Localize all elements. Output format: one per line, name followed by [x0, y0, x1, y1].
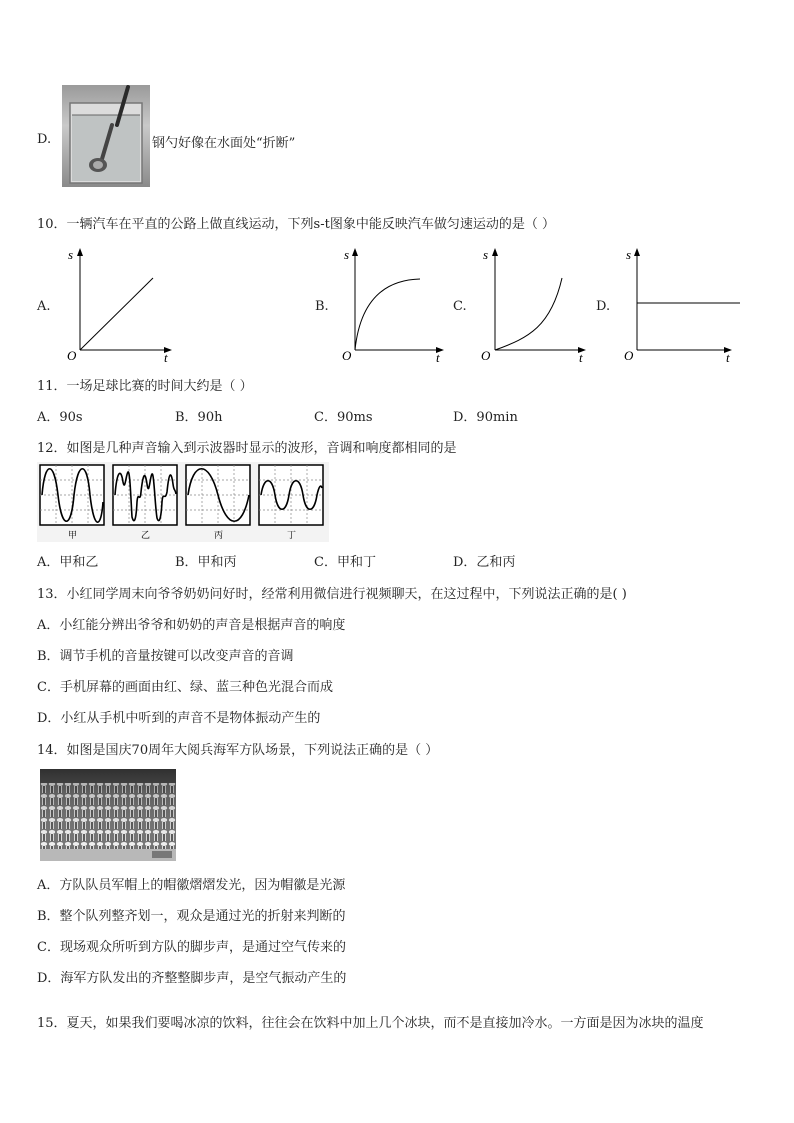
q13-option-a: A．小红能分辨出爷爷和奶奶的声音是根据声音的响度 — [37, 618, 346, 633]
q10-b-t-label: t — [436, 350, 440, 365]
q10-a-origin: O — [67, 348, 77, 363]
q14-stem: 14．如图是国庆70周年大阅兵海军方队场景，下列说法正确的是（ ） — [37, 743, 439, 758]
q10-c-t-label: t — [579, 350, 583, 365]
q12-option-b: B．甲和丙 — [175, 555, 237, 570]
q10-stem: 10．一辆汽车在平直的公路上做直线运动，下列s-t图象中能反映汽车做匀速运动的是（ ） — [37, 217, 555, 232]
q11-option-c: C．90ms — [314, 410, 373, 425]
q10-graph-b — [338, 242, 453, 367]
q10-b-curve — [355, 279, 420, 350]
oscilloscope-waveforms — [37, 462, 329, 542]
q10-a-s-label: s — [68, 247, 74, 262]
q10-d-s-label: s — [626, 247, 632, 262]
q10-c-curve — [495, 278, 562, 350]
wave-label-ding: 丁 — [287, 530, 297, 540]
q13-option-b: B．调节手机的音量按键可以改变声音的音调 — [37, 649, 294, 664]
q10-graph-c — [477, 242, 592, 367]
q14-option-d: D．海军方队发出的齐整整脚步声，是空气振动产生的 — [37, 971, 347, 986]
q10-a-t-label: t — [164, 350, 168, 365]
q10-a-line — [80, 278, 153, 350]
q9-option-d-letter: D. — [37, 132, 52, 147]
q15-stem: 15．夏天，如果我们要喝冰凉的饮料，往往会在饮料中加上几个冰块，而不是直接加冷水。一方面是因为冰块的温度 — [37, 1016, 704, 1031]
q13-option-d: D．小红从手机中听到的声音不是物体振动产生的 — [37, 711, 321, 726]
q10-c-origin: O — [481, 348, 491, 363]
q13-stem: 13．小红同学周末向爷爷奶奶问好时，经常利用微信进行视频聊天，在这过程中，下列说法正确的是( ) — [37, 587, 627, 602]
q10-d-origin: O — [624, 348, 634, 363]
navy-parade-photo — [40, 769, 176, 861]
spoon-in-water-photo — [62, 85, 150, 187]
q11-option-b: B．90h — [175, 410, 223, 425]
wave-label-yi: 乙 — [141, 530, 151, 540]
q14-option-a: A．方队队员军帽上的帽徽熠熠发光，因为帽徽是光源 — [37, 878, 346, 893]
q14-option-b: B．整个队列整齐划一，观众是通过光的折射来判断的 — [37, 909, 346, 924]
q10-option-b-letter: B. — [315, 299, 329, 314]
q12-stem: 12．如图是几种声音输入到示波器时显示的波形，音调和响度都相同的是 — [37, 441, 457, 456]
q12-option-c: C．甲和丁 — [314, 555, 376, 570]
q12-option-d: D．乙和丙 — [453, 555, 516, 570]
q12-option-a: A．甲和乙 — [37, 555, 99, 570]
q10-d-t-label: t — [726, 350, 730, 365]
q13-option-c: C．手机屏幕的画面由红、绿、蓝三种色光混合而成 — [37, 680, 333, 695]
q10-c-s-label: s — [483, 247, 489, 262]
q9-option-d-text: 钢勺好像在水面处“折断” — [152, 136, 296, 151]
q11-option-a: A．90s — [37, 410, 83, 425]
q10-option-a-letter: A. — [37, 299, 51, 314]
q10-graph-a — [60, 242, 175, 367]
wave-label-jia: 甲 — [68, 530, 78, 540]
q11-option-d: D．90min — [453, 410, 518, 425]
q10-b-s-label: s — [344, 247, 350, 262]
q10-option-d-letter: D. — [596, 299, 611, 314]
q10-graph-d — [620, 242, 740, 367]
q14-option-c: C．现场观众所听到方队的脚步声，是通过空气传来的 — [37, 940, 346, 955]
q10-b-origin: O — [342, 348, 352, 363]
wave-label-bing: 丙 — [214, 530, 224, 540]
q11-stem: 11．一场足球比赛的时间大约是（ ） — [37, 379, 253, 394]
q10-option-c-letter: C. — [453, 299, 467, 314]
